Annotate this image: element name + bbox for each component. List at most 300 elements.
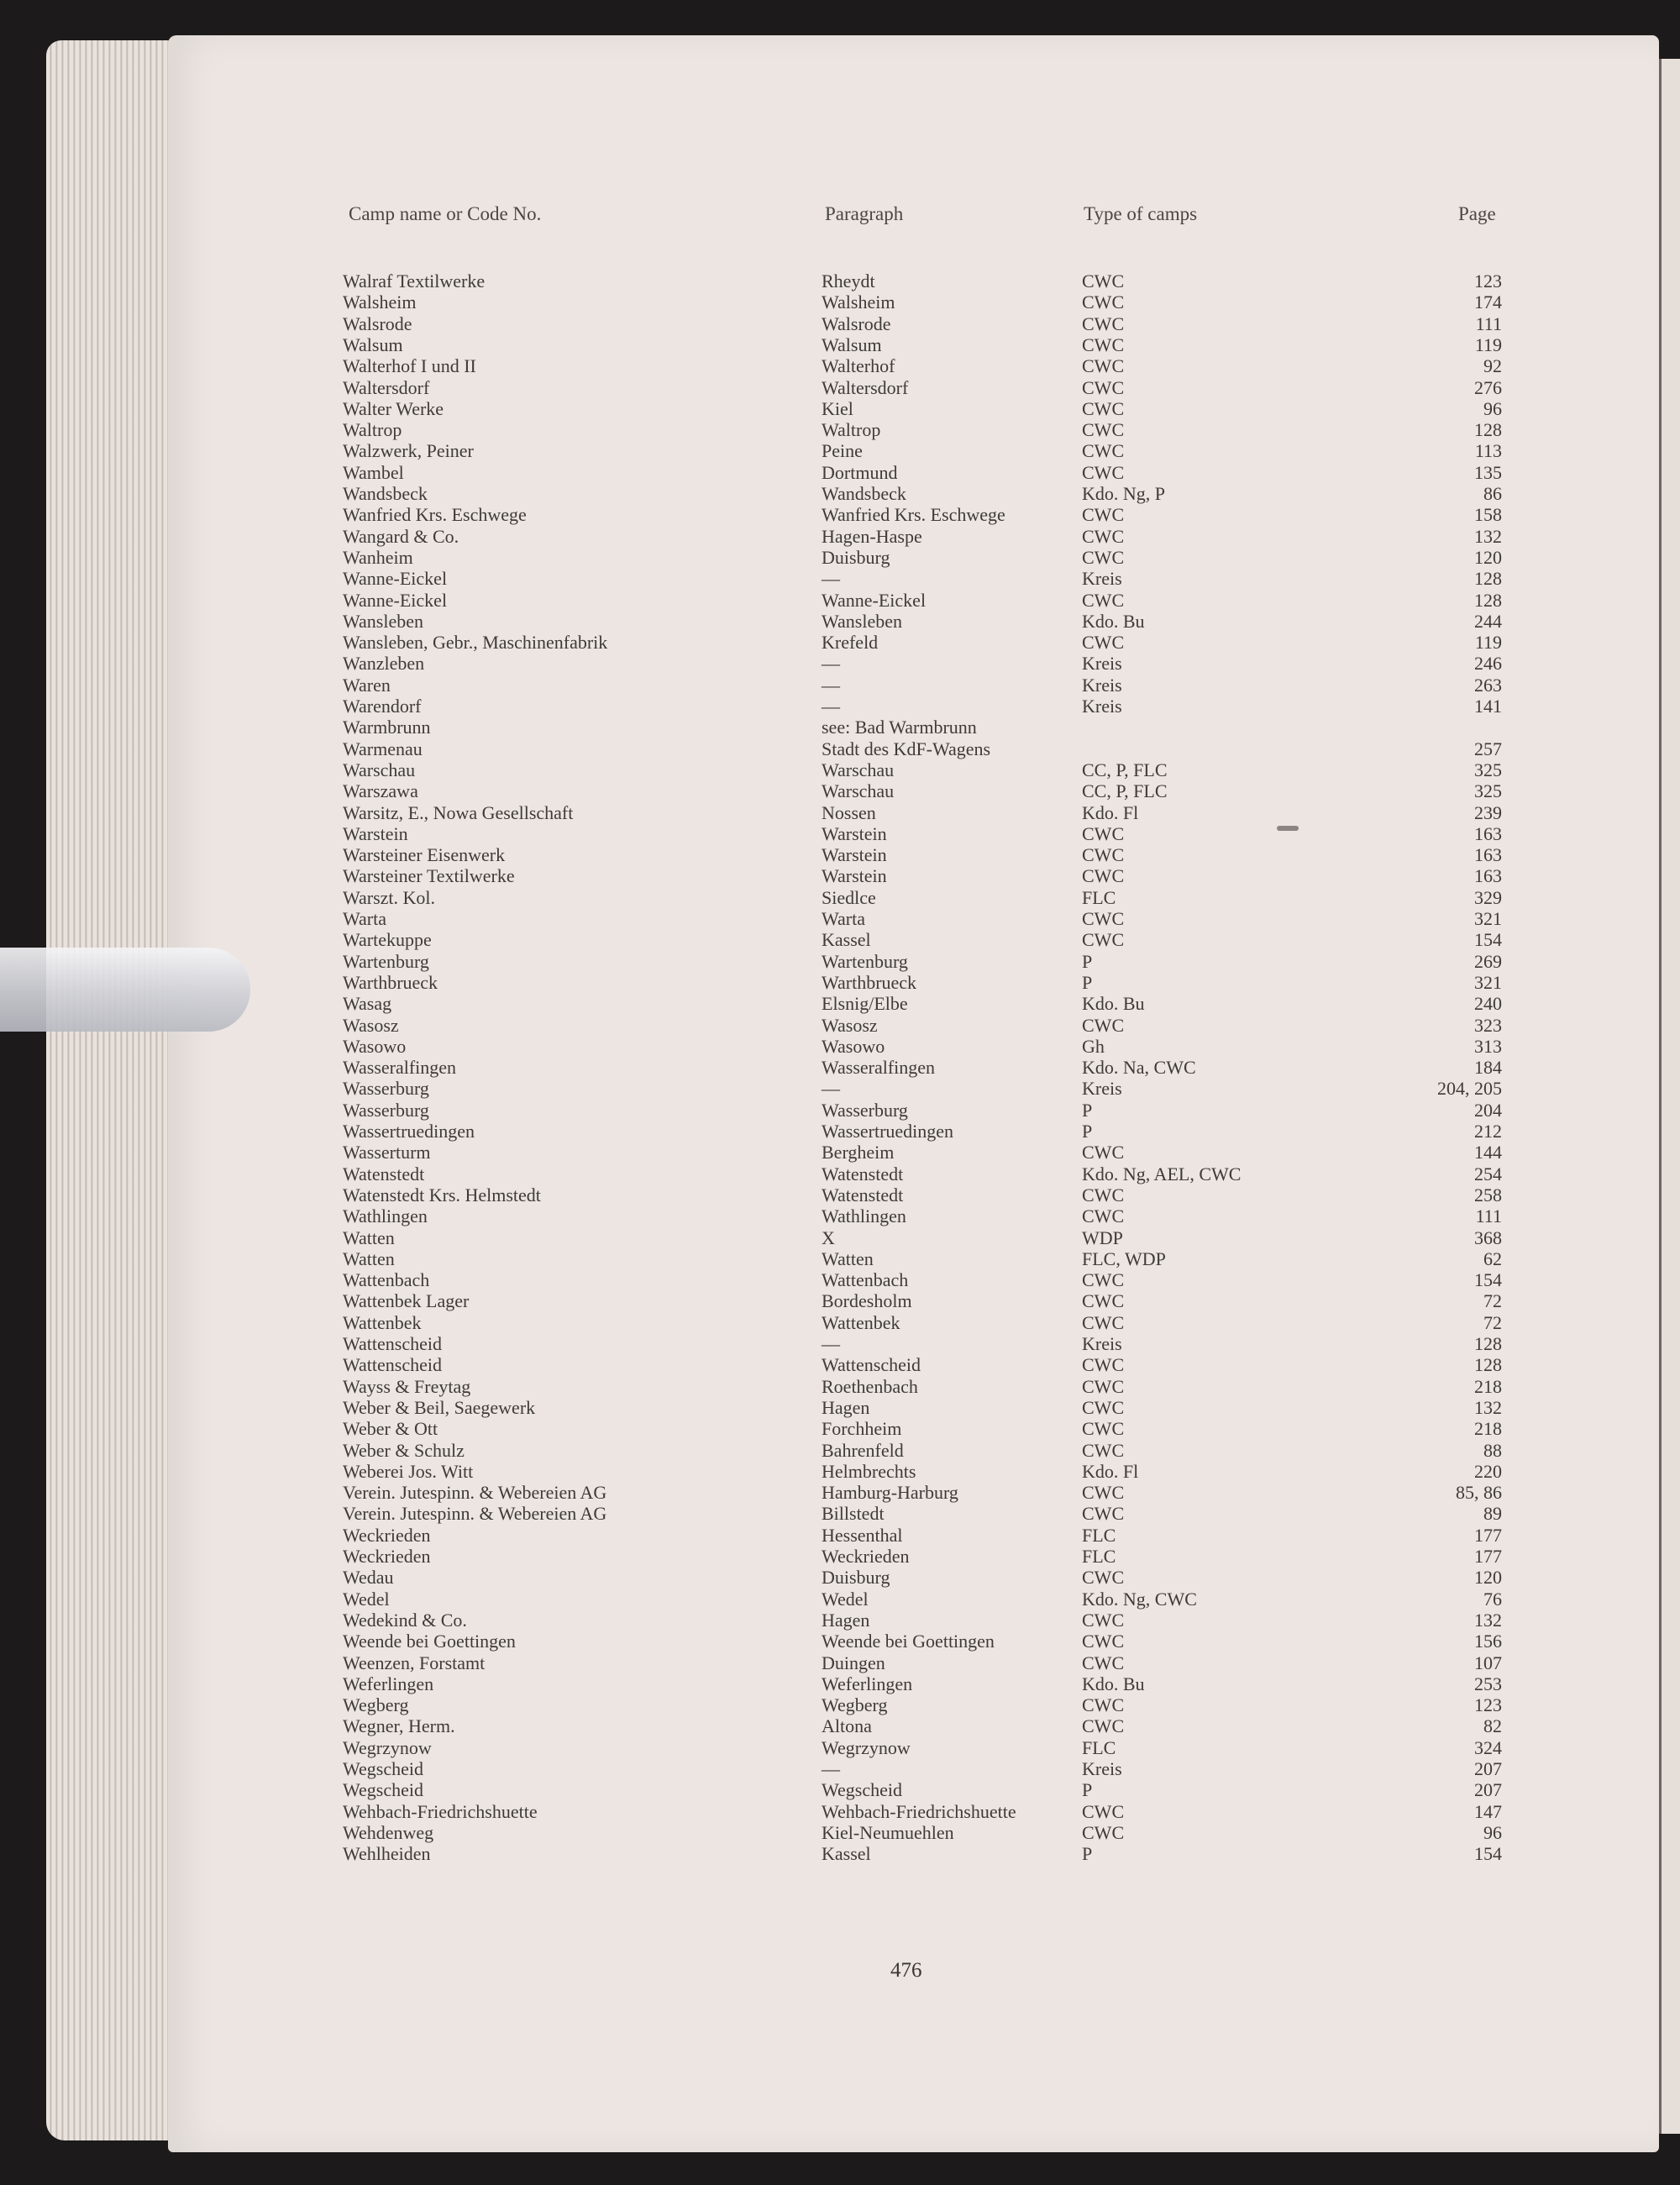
page-ref-cell: 276	[1474, 377, 1502, 398]
table-row	[0, 1036, 1680, 1058]
camp-type-cell: CWC	[1082, 1631, 1125, 1652]
table-row	[0, 355, 1680, 377]
table-row	[0, 568, 1680, 590]
page-ref-cell: 154	[1474, 929, 1502, 950]
paragraph-cell: —	[822, 1758, 840, 1779]
camp-name-cell: Warsteiner Textilwerke	[343, 865, 515, 886]
table-row	[0, 611, 1680, 633]
table-row	[0, 1397, 1680, 1419]
table-row	[0, 1715, 1680, 1737]
camp-name-cell: Warendorf	[343, 696, 422, 717]
table-row	[0, 1631, 1680, 1652]
paragraph-cell: Bahrenfeld	[822, 1440, 904, 1461]
camp-type-cell: CWC	[1082, 1184, 1125, 1205]
table-row	[0, 377, 1680, 399]
camp-name-cell: Wehdenweg	[343, 1822, 434, 1843]
paragraph-cell: Warstein	[822, 865, 887, 886]
camp-type-cell: CWC	[1082, 547, 1125, 568]
paragraph-cell: Warthbrueck	[822, 972, 917, 993]
camp-type-cell: CWC	[1082, 1482, 1125, 1503]
page-ref-cell: 174	[1474, 292, 1502, 313]
camp-type-cell: Kdo. Na, CWC	[1082, 1057, 1196, 1078]
camp-type-cell: CWC	[1082, 1822, 1125, 1843]
table-row	[0, 1184, 1680, 1206]
table-row	[0, 1354, 1680, 1376]
camp-type-cell: CWC	[1082, 1694, 1125, 1715]
camp-name-cell: Walterhof I und II	[343, 355, 476, 376]
paragraph-cell: Stadt des KdF-Wagens	[822, 738, 991, 759]
camp-name-cell: Wasserburg	[343, 1100, 429, 1121]
ink-mark	[1277, 826, 1299, 831]
page-ref-cell: 76	[1483, 1589, 1502, 1610]
page-ref-cell: 128	[1474, 1333, 1502, 1354]
paragraph-cell: Warschau	[822, 759, 895, 780]
page-ref-cell: 132	[1474, 1610, 1502, 1631]
camp-type-cell: WDP	[1082, 1227, 1123, 1248]
paragraph-cell: —	[822, 696, 840, 717]
paragraph-cell: Wasowo	[822, 1036, 885, 1057]
camp-type-cell: Kdo. Ng, P	[1082, 483, 1166, 504]
page-ref-cell: 204	[1474, 1100, 1502, 1121]
camp-name-cell: Wegscheid	[343, 1758, 423, 1779]
table-row	[0, 440, 1680, 462]
camp-name-cell: Weckrieden	[343, 1546, 431, 1567]
page-ref-cell: 72	[1483, 1312, 1502, 1333]
camp-name-cell: Wedel	[343, 1589, 390, 1610]
paragraph-cell: Wanne-Eickel	[822, 590, 927, 611]
camp-name-cell: Wanheim	[343, 547, 413, 568]
camp-name-cell: Waltersdorf	[343, 377, 430, 398]
camp-type-cell: Kdo. Ng, CWC	[1082, 1589, 1197, 1610]
page-ref-cell: 253	[1474, 1673, 1502, 1694]
table-row	[0, 951, 1680, 973]
page-ref-cell: 244	[1474, 611, 1502, 632]
table-row	[0, 972, 1680, 994]
table-row	[0, 547, 1680, 569]
camp-name-cell: Wambel	[343, 462, 404, 483]
page-ref-cell: 212	[1474, 1121, 1502, 1142]
page-ref-cell: 269	[1474, 951, 1502, 972]
camp-name-cell: Walsheim	[343, 292, 417, 313]
page-ref-cell: 154	[1474, 1269, 1502, 1290]
paragraph-cell: Bergheim	[822, 1142, 895, 1163]
camp-type-cell: P	[1082, 1121, 1093, 1142]
paragraph-cell: Warstein	[822, 823, 887, 844]
table-row	[0, 1248, 1680, 1270]
camp-name-cell: Wasserburg	[343, 1078, 429, 1099]
page-ref-cell: 207	[1474, 1779, 1502, 1800]
page-ref-cell: 207	[1474, 1758, 1502, 1779]
camp-type-cell: CWC	[1082, 1652, 1125, 1673]
paragraph-cell: Hagen-Haspe	[822, 526, 922, 547]
table-row	[0, 1652, 1680, 1674]
page-ref-cell: 120	[1474, 1567, 1502, 1588]
camp-type-cell: Kdo. Fl	[1082, 802, 1139, 823]
page-ref-cell: 123	[1474, 1694, 1502, 1715]
paragraph-cell: Walsrode	[822, 313, 891, 334]
table-row	[0, 1163, 1680, 1185]
paragraph-cell: Walterhof	[822, 355, 895, 376]
table-row	[0, 696, 1680, 717]
paragraph-cell: Krefeld	[822, 632, 879, 653]
table-row	[0, 292, 1680, 313]
camp-type-cell: CWC	[1082, 313, 1125, 334]
paragraph-cell: Watenstedt	[822, 1163, 904, 1184]
camp-name-cell: Warta	[343, 908, 386, 929]
table-row	[0, 1142, 1680, 1163]
table-row	[0, 1015, 1680, 1037]
page-ref-cell: 154	[1474, 1843, 1502, 1864]
camp-type-cell: Kreis	[1082, 1758, 1122, 1779]
camp-type-cell: CWC	[1082, 355, 1125, 376]
page-ref-cell: 263	[1474, 675, 1502, 696]
paragraph-cell: Warstein	[822, 844, 887, 865]
paragraph-cell: Wedel	[822, 1589, 869, 1610]
camp-name-cell: Wartekuppe	[343, 929, 432, 950]
camp-name-cell: Wattenscheid	[343, 1354, 442, 1375]
camp-name-cell: Wattenscheid	[343, 1333, 442, 1354]
table-row	[0, 1779, 1680, 1801]
page-ref-cell: 86	[1483, 483, 1502, 504]
page-ref-cell: 135	[1474, 462, 1502, 483]
page-ref-cell: 325	[1474, 759, 1502, 780]
camp-type-cell: CWC	[1082, 526, 1125, 547]
table-row	[0, 1205, 1680, 1227]
table-row	[0, 1843, 1680, 1865]
camp-type-cell: CWC	[1082, 1440, 1125, 1461]
camp-name-cell: Wehbach-Friedrichshuette	[343, 1801, 538, 1822]
page-ref-cell: 325	[1474, 780, 1502, 801]
camp-type-cell: P	[1082, 951, 1093, 972]
camp-type-cell: CWC	[1082, 1376, 1125, 1397]
paragraph-cell: Watten	[822, 1248, 874, 1269]
page-ref-cell: 246	[1474, 653, 1502, 674]
table-row	[0, 1503, 1680, 1525]
camp-type-cell: CWC	[1082, 504, 1125, 525]
paragraph-cell: Wattenbach	[822, 1269, 909, 1290]
table-row	[0, 929, 1680, 951]
camp-type-cell: CWC	[1082, 1015, 1125, 1036]
paragraph-cell: Weende bei Goettingen	[822, 1631, 995, 1652]
camp-name-cell: Wanfried Krs. Eschwege	[343, 504, 527, 525]
page-ref-cell: 163	[1474, 823, 1502, 844]
paragraph-cell: Warta	[822, 908, 865, 929]
camp-name-cell: Warschau	[343, 759, 416, 780]
camp-type-cell: FLC	[1082, 1546, 1116, 1567]
table-row	[0, 1440, 1680, 1462]
camp-name-cell: Watenstedt	[343, 1163, 425, 1184]
page-ref-cell: 321	[1474, 972, 1502, 993]
camp-type-cell: CWC	[1082, 292, 1125, 313]
camp-name-cell: Wayss & Freytag	[343, 1376, 471, 1397]
table-row	[0, 1312, 1680, 1334]
camp-name-cell: Waltrop	[343, 419, 402, 440]
table-row	[0, 1737, 1680, 1759]
table-row	[0, 1822, 1680, 1844]
paragraph-cell: Kiel-Neumuehlen	[822, 1822, 954, 1843]
camp-name-cell: Wattenbek Lager	[343, 1290, 470, 1311]
camp-type-cell: CWC	[1082, 419, 1125, 440]
page-ref-cell: 257	[1474, 738, 1502, 759]
camp-name-cell: Walraf Textilwerke	[343, 270, 486, 292]
paragraph-cell: X	[822, 1227, 835, 1248]
paragraph-cell: Duisburg	[822, 1567, 890, 1588]
camp-name-cell: Weber & Ott	[343, 1418, 438, 1439]
camp-name-cell: Warmbrunn	[343, 717, 431, 738]
table-row	[0, 1482, 1680, 1504]
page-ref-cell: 218	[1474, 1376, 1502, 1397]
page-ref-cell: 147	[1474, 1801, 1502, 1822]
camp-name-cell: Wangard & Co.	[343, 526, 459, 547]
camp-name-cell: Watten	[343, 1227, 395, 1248]
camp-type-cell: FLC	[1082, 1737, 1116, 1758]
paragraph-cell: Walsheim	[822, 292, 895, 313]
camp-name-cell: Watenstedt Krs. Helmstedt	[343, 1184, 541, 1205]
paragraph-cell: Wattenscheid	[822, 1354, 921, 1375]
page-ref-cell: 240	[1474, 993, 1502, 1014]
camp-type-cell: CWC	[1082, 1610, 1125, 1631]
table-row	[0, 1567, 1680, 1589]
camp-name-cell: Wanne-Eickel	[343, 590, 448, 611]
table-row	[0, 1376, 1680, 1398]
paragraph-cell: Duisburg	[822, 547, 890, 568]
page-ref-cell: 96	[1483, 1822, 1502, 1843]
page-number: 476	[890, 1959, 922, 1982]
camp-type-cell: FLC	[1082, 1525, 1116, 1546]
camp-name-cell: Wedau	[343, 1567, 394, 1588]
camp-name-cell: Wasserturm	[343, 1142, 431, 1163]
camp-name-cell: Weenzen, Forstamt	[343, 1652, 486, 1673]
paragraph-cell: Wegrzynow	[822, 1737, 911, 1758]
camp-name-cell: Wansleben	[343, 611, 423, 632]
table-row	[0, 483, 1680, 505]
page-ref-cell: 72	[1483, 1290, 1502, 1311]
table-row	[0, 1227, 1680, 1249]
page-ref-cell: 111	[1475, 313, 1502, 334]
paragraph-cell: Hagen	[822, 1610, 870, 1631]
camp-name-cell: Verein. Jutespinn. & Webereien AG	[343, 1482, 607, 1503]
camp-type-cell: CWC	[1082, 1142, 1125, 1163]
paragraph-cell: Wattenbek	[822, 1312, 900, 1333]
camp-name-cell: Wegrzynow	[343, 1737, 432, 1758]
camp-type-cell: CC, P, FLC	[1082, 780, 1168, 801]
camp-name-cell: Wathlingen	[343, 1205, 428, 1226]
table-row	[0, 1589, 1680, 1610]
camp-type-cell: Kdo. Ng, AEL, CWC	[1082, 1163, 1242, 1184]
camp-name-cell: Watten	[343, 1248, 395, 1269]
paragraph-cell: Waltrop	[822, 419, 881, 440]
page-ref-cell: 220	[1474, 1461, 1502, 1482]
table-row	[0, 1333, 1680, 1355]
camp-type-cell: CWC	[1082, 1290, 1125, 1311]
camp-type-cell: Kdo. Fl	[1082, 1461, 1139, 1482]
camp-name-cell: Walsrode	[343, 313, 412, 334]
page-ref-cell: 119	[1474, 334, 1502, 355]
table-row	[0, 270, 1680, 292]
camp-name-cell: Warszt. Kol.	[343, 887, 436, 908]
table-row	[0, 1801, 1680, 1823]
paragraph-cell: Wasserburg	[822, 1100, 908, 1121]
page-ref-cell: 88	[1483, 1440, 1502, 1461]
camp-name-cell: Weberei Jos. Witt	[343, 1461, 474, 1482]
camp-name-cell: Wanne-Eickel	[343, 568, 448, 589]
camp-type-cell: CC, P, FLC	[1082, 759, 1168, 780]
paragraph-cell: Siedlce	[822, 887, 876, 908]
camp-type-cell: CWC	[1082, 270, 1125, 292]
camp-type-cell: CWC	[1082, 823, 1125, 844]
camp-name-cell: Weferlingen	[343, 1673, 434, 1694]
table-row	[0, 759, 1680, 781]
paragraph-cell: Kassel	[822, 929, 871, 950]
page-ref-cell: 132	[1474, 1397, 1502, 1418]
header-type-of-camps: Type of camps	[1084, 203, 1198, 224]
camp-type-cell: Gh	[1082, 1036, 1105, 1057]
page-ref-cell: 204, 205	[1437, 1078, 1502, 1099]
page-ref-cell: 258	[1474, 1184, 1502, 1205]
page-ref-cell: 177	[1474, 1525, 1502, 1546]
page-ref-cell: 184	[1474, 1057, 1502, 1078]
camp-name-cell: Wegscheid	[343, 1779, 423, 1800]
table-row	[0, 504, 1680, 526]
camp-type-cell: CWC	[1082, 1205, 1125, 1226]
table-row	[0, 334, 1680, 356]
table-row	[0, 632, 1680, 654]
page-ref-cell: 128	[1474, 568, 1502, 589]
paragraph-cell: Wasseralfingen	[822, 1057, 936, 1078]
camp-name-cell: Wehlheiden	[343, 1843, 431, 1864]
paragraph-cell: Rheydt	[822, 270, 875, 292]
page-ref-cell: 113	[1474, 440, 1502, 461]
camp-name-cell: Waren	[343, 675, 391, 696]
camp-type-cell: CWC	[1082, 590, 1125, 611]
camp-type-cell: CWC	[1082, 1567, 1125, 1588]
table-row	[0, 908, 1680, 930]
header-paragraph: Paragraph	[825, 203, 904, 224]
camp-name-cell: Wasowo	[343, 1036, 407, 1057]
table-row	[0, 1673, 1680, 1695]
camp-type-cell: CWC	[1082, 632, 1125, 653]
page-ref-cell: 218	[1474, 1418, 1502, 1439]
page-ref-cell: 239	[1474, 802, 1502, 823]
page-ref-cell: 92	[1483, 355, 1502, 376]
table-row	[0, 1694, 1680, 1716]
table-row	[0, 1461, 1680, 1483]
camp-type-cell: CWC	[1082, 1418, 1125, 1439]
paragraph-cell: Wehbach-Friedrichshuette	[822, 1801, 1016, 1822]
table-row	[0, 780, 1680, 802]
camp-name-cell: Warstein	[343, 823, 408, 844]
page-ref-cell: 85, 86	[1456, 1482, 1502, 1503]
paragraph-cell: Duingen	[822, 1652, 885, 1673]
page-ref-cell: 254	[1474, 1163, 1502, 1184]
camp-name-cell: Wansleben, Gebr., Maschinenfabrik	[343, 632, 608, 653]
table-row	[0, 1100, 1680, 1121]
camp-name-cell: Walter Werke	[343, 398, 444, 419]
table-row	[0, 802, 1680, 824]
paragraph-cell: —	[822, 653, 840, 674]
table-row	[0, 526, 1680, 548]
table-row	[0, 1269, 1680, 1291]
paragraph-cell: Wegberg	[822, 1694, 888, 1715]
camp-type-cell: CWC	[1082, 1715, 1125, 1736]
table-row	[0, 313, 1680, 335]
camp-name-cell: Warmenau	[343, 738, 423, 759]
page-clip-bookmark	[0, 948, 250, 1032]
page-ref-cell: 324	[1474, 1737, 1502, 1758]
camp-name-cell: Wandsbeck	[343, 483, 428, 504]
page-ref-cell: 82	[1483, 1715, 1502, 1736]
camp-name-cell: Warthbrueck	[343, 972, 438, 993]
paragraph-cell: Nossen	[822, 802, 876, 823]
camp-name-cell: Wattenbek	[343, 1312, 422, 1333]
camp-type-cell: CWC	[1082, 398, 1125, 419]
camp-type-cell: CWC	[1082, 1312, 1125, 1333]
table-row	[0, 1610, 1680, 1631]
page-ref-cell: 163	[1474, 865, 1502, 886]
camp-type-cell: CWC	[1082, 1269, 1125, 1290]
camp-type-cell: Kreis	[1082, 568, 1122, 589]
table-row	[0, 993, 1680, 1015]
page-ref-cell: 62	[1483, 1248, 1502, 1269]
page-ref-cell: 163	[1474, 844, 1502, 865]
table-row	[0, 887, 1680, 909]
camp-name-cell: Wanzleben	[343, 653, 425, 674]
paragraph-cell: Wanfried Krs. Eschwege	[822, 504, 1005, 525]
camp-type-cell: CWC	[1082, 1354, 1125, 1375]
camp-name-cell: Walsum	[343, 334, 403, 355]
camp-type-cell: Kreis	[1082, 675, 1122, 696]
paragraph-cell: —	[822, 568, 840, 589]
table-row	[0, 1525, 1680, 1547]
camp-name-cell: Weckrieden	[343, 1525, 431, 1546]
camp-type-cell: Kdo. Bu	[1082, 993, 1145, 1014]
camp-name-cell: Weende bei Goettingen	[343, 1631, 516, 1652]
camp-type-cell: CWC	[1082, 929, 1125, 950]
table-row	[0, 462, 1680, 484]
page-ref-cell: 107	[1474, 1652, 1502, 1673]
camp-name-cell: Wasseralfingen	[343, 1057, 457, 1078]
camp-type-cell: P	[1082, 1100, 1093, 1121]
table-row	[0, 419, 1680, 441]
camp-type-cell: CWC	[1082, 334, 1125, 355]
page-ref-cell: 323	[1474, 1015, 1502, 1036]
paragraph-cell: Dortmund	[822, 462, 898, 483]
table-row	[0, 1758, 1680, 1780]
camp-type-cell: CWC	[1082, 908, 1125, 929]
table-row	[0, 738, 1680, 760]
paragraph-cell: Weckrieden	[822, 1546, 910, 1567]
page-ref-cell: 144	[1474, 1142, 1502, 1163]
paragraph-cell: Forchheim	[822, 1418, 902, 1439]
table-row	[0, 590, 1680, 612]
camp-name-cell: Warszawa	[343, 780, 418, 801]
page-ref-cell: 321	[1474, 908, 1502, 929]
camp-name-cell: Wattenbach	[343, 1269, 430, 1290]
camp-type-cell: CWC	[1082, 1397, 1125, 1418]
camp-type-cell: Kdo. Bu	[1082, 611, 1145, 632]
page-ref-cell: 132	[1474, 526, 1502, 547]
paragraph-cell: —	[822, 675, 840, 696]
header-camp-name: Camp name or Code No.	[349, 203, 542, 224]
table-row	[0, 823, 1680, 845]
page-ref-cell: 177	[1474, 1546, 1502, 1567]
page-ref-cell: 96	[1483, 398, 1502, 419]
camp-type-cell: CWC	[1082, 377, 1125, 398]
table-row	[0, 1078, 1680, 1100]
camp-type-cell: FLC	[1082, 887, 1116, 908]
camp-type-cell: CWC	[1082, 1801, 1125, 1822]
paragraph-cell: Wansleben	[822, 611, 902, 632]
